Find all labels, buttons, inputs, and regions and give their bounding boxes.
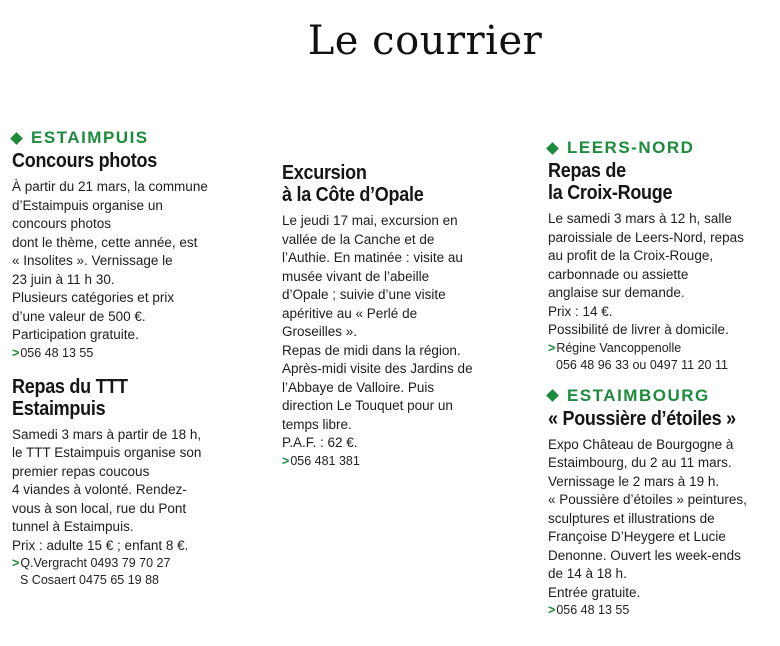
- article-title: Concours photos: [12, 150, 157, 172]
- contact-line: >Q.Vergracht 0493 79 70 27: [12, 556, 171, 570]
- section-label-leers-nord: LEERS-NORD: [548, 138, 776, 158]
- article-concours-photos: [12, 128, 252, 362]
- chevron-right-icon: >: [282, 453, 290, 468]
- article-body: Samedi 3 mars à partir de 18 h, le TTT Estaimpuis organise son premier repas coucous 4 viandes à volonté. Rendez- vous à son local, rue du Pont tunnel à Estaimpuis. Prix : adulte 15 € ; enfant 8 €.: [12, 426, 202, 553]
- contact-line: >056 48 13 55: [548, 603, 630, 617]
- column-right: [548, 138, 776, 619]
- article-title: Repas du TTT Estaimpuis: [12, 375, 128, 420]
- article-title: Excursion à la Côte d’Opale: [282, 162, 424, 206]
- article-title: Repas de la Croix-Rouge: [548, 160, 673, 204]
- article-body: À partir du 21 mars, la commune d’Estaimpuis organise un concours photos dont le thème, cette année, est « Insolites ». Vernissage le 23 juin à 11 h 30. Plusieurs catégories et prix d’une valeur de 500 €. Participation gratuite.: [12, 179, 208, 342]
- article-croix-rouge: [548, 138, 776, 374]
- chevron-right-icon: >: [548, 603, 556, 617]
- section-label-estaimbourg: ESTAIMBOURG: [548, 386, 776, 406]
- article-title: « Poussière d’étoiles »: [548, 407, 736, 430]
- article-poussiere-etoiles: [548, 386, 776, 620]
- chevron-right-icon: >: [12, 556, 20, 570]
- diamond-icon: [546, 389, 559, 402]
- diamond-icon: [10, 132, 23, 145]
- article-repas-ttt: [12, 376, 252, 590]
- article-body: Le samedi 3 mars à 12 h, salle paroissiale de Leers-Nord, repas au profit de la Croix-Rouge, carbonnade ou assiette anglaise sur demande. Prix : 14 €. Possibilité de livrer à domicile.: [548, 211, 744, 337]
- chevron-right-icon: >: [12, 345, 20, 360]
- contact-line: 056 48 96 33 ou 0497 11 20 11: [556, 357, 728, 372]
- diamond-icon: [546, 142, 559, 155]
- masthead: Le courrier: [307, 18, 543, 64]
- contact-line: >Régine Vancoppenolle: [548, 340, 682, 355]
- column-middle: [282, 162, 522, 470]
- contact-line: >056 481 381: [282, 453, 360, 468]
- contact-line: >056 48 13 55: [12, 345, 94, 360]
- column-left: [12, 128, 252, 589]
- chevron-right-icon: >: [548, 340, 556, 355]
- section-label-estaimpuis: ESTAIMPUIS: [12, 128, 252, 148]
- article-body: Le jeudi 17 mai, excursion en vallée de la Canche et de l’Authie. En matinée : visite au musée vivant de l’abeille d’Opale ; suivie d’une visite apéritive au « Perlé de Groseilles ». Repas de midi dans la région. Après-midi visite des Jardins de l’Abbaye de Valloire. Puis direction Le Touquet pour un temps libre. P.A.F. : 62 €.: [282, 213, 473, 450]
- contact-line: S Cosaert 0475 65 19 88: [20, 573, 159, 587]
- article-excursion: [282, 162, 522, 470]
- article-body: Expo Château de Bourgogne à Estaimbourg, du 2 au 11 mars. Vernissage le 2 mars à 19 h. « Poussière d’étoiles » peintures, sculptures et illustrations de Françoise D’Heygere et Lucie Denonne. Ouvert les week-ends de 14 à 18 h. Entrée gratuite.: [548, 436, 747, 600]
